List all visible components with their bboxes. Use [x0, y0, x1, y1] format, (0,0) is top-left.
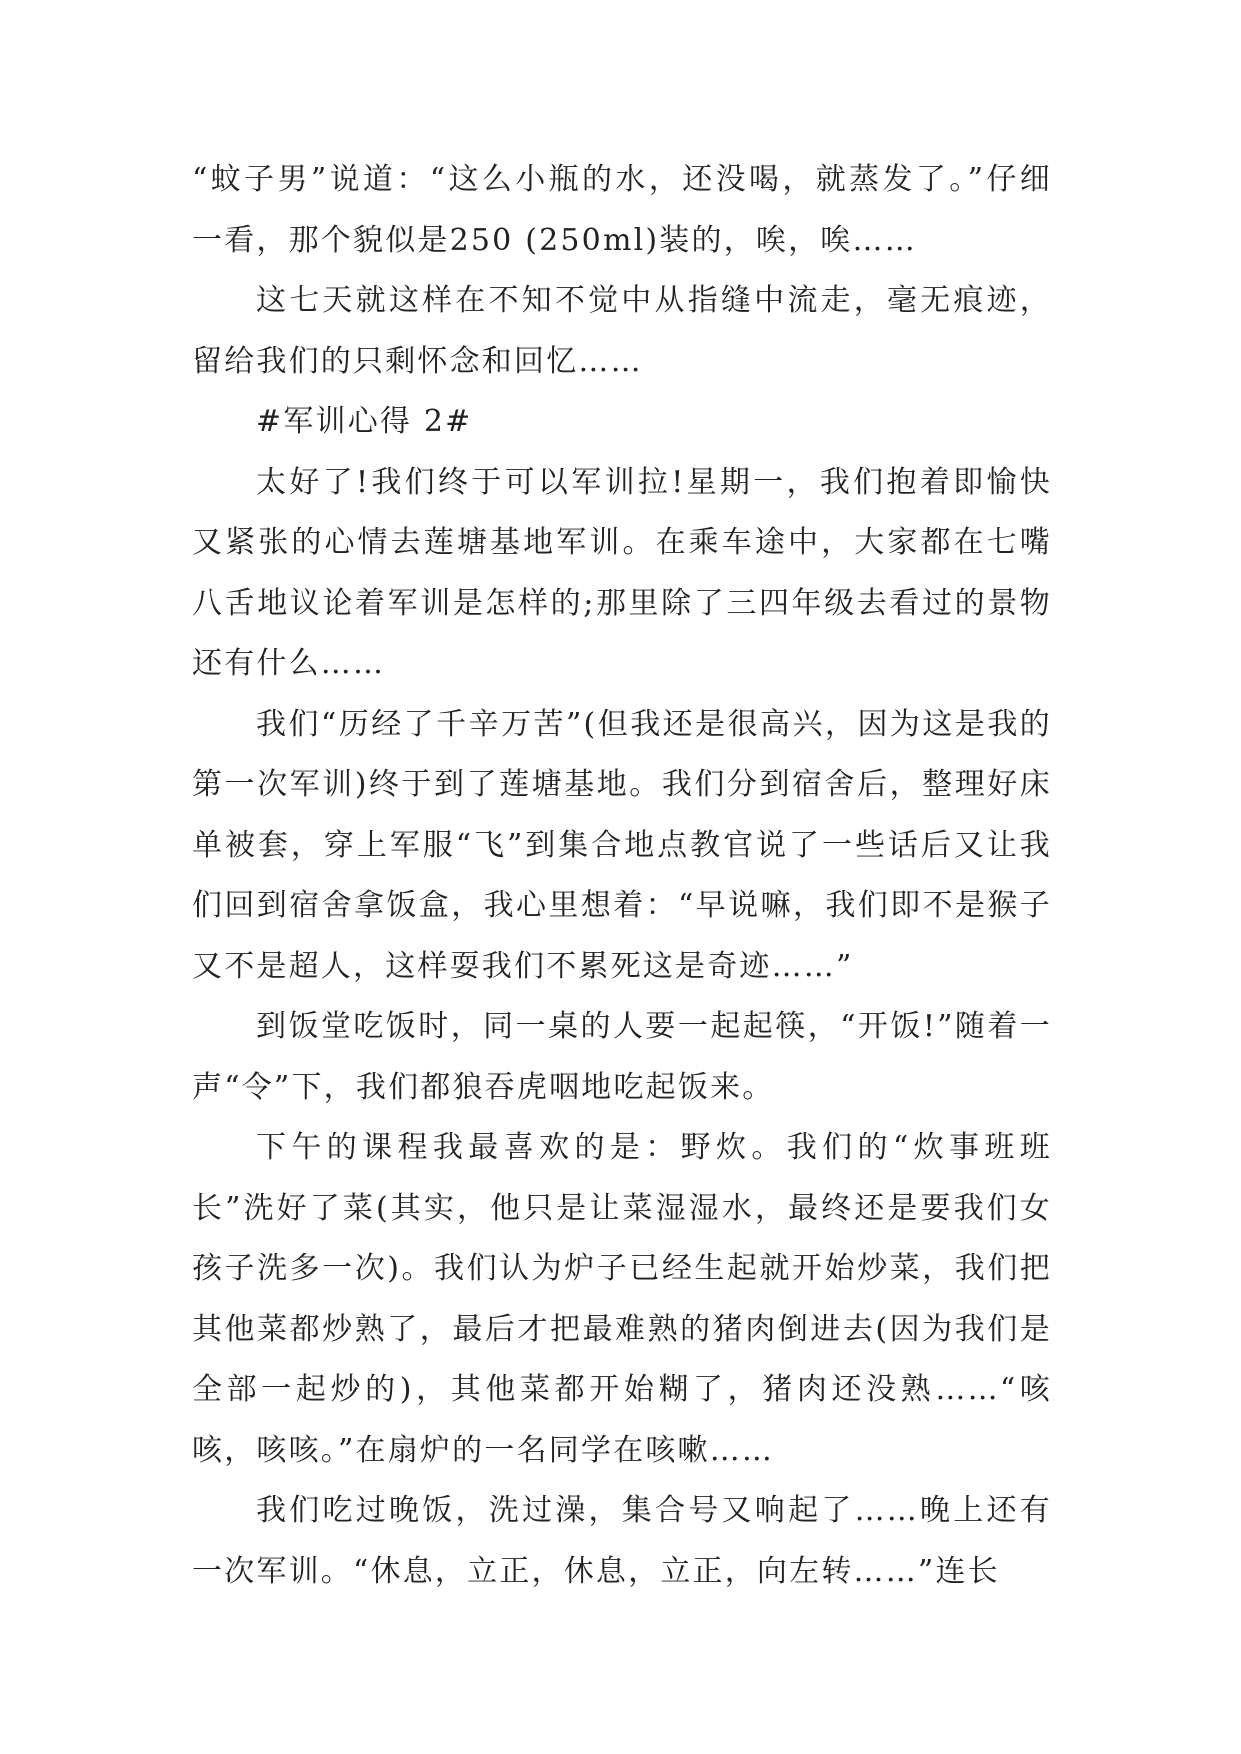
paragraph: 下午的课程我最喜欢的是：野炊。我们的“炊事班班长”洗好了菜(其实，他只是让菜湿湿水，最终还是要我们女孩子洗多一次)。我们认为炉子已经生起就开始炒菜，我们把其他菜都炒熟了，最后才把最难熟的猪肉倒进去(因为我们是全部一起炒的)，其他菜都开始糊了，猪肉还没熟……“咳咳，咳咳。”在扇炉的一名同学在咳嗽…… [192, 1130, 1052, 1468]
paragraph: 到饭堂吃饭时，同一桌的人要一起起筷，“开饭!”随着一声“令”下，我们都狼吞虎咽地吃起饭来。 [192, 1009, 1052, 1105]
paragraph: 太好了!我们终于可以军训拉!星期一，我们抱着即愉快又紧张的心情去莲塘基地军训。在乘车途中，大家都在七嘴八舌地议论着军训是怎样的;那里除了三四年级去看过的景物还有什么…… [192, 464, 1052, 681]
paragraph: 我们“历经了千辛万苦”(但我还是很高兴，因为这是我的第一次军训)终于到了莲塘基地。我们分到宿舍后，整理好床单被套，穿上军服“飞”到集合地点教官说了一些话后又让我们回到宿舍拿饭盒，我心里想着：“早说嘛，我们即不是猴子又不是超人，这样耍我们不累死这是奇迹……” [192, 706, 1052, 984]
document-body [192, 150, 1052, 1602]
paragraph: “蚊子男”说道：“这么小瓶的水，还没喝，就蒸发了。”仔细一看，那个貌似是250 (250ml)装的，唉，唉…… [192, 162, 1052, 258]
paragraph: 我们吃过晚饭，洗过澡，集合号又响起了……晚上还有一次军训。“休息，立正，休息，立正，向左转……”连长 [192, 1493, 1052, 1589]
section-heading: #军训心得 2# [256, 404, 473, 439]
paragraph: 这七天就这样在不知不觉中从指缝中流走，毫无痕迹，留给我们的只剩怀念和回忆…… [192, 283, 1052, 379]
